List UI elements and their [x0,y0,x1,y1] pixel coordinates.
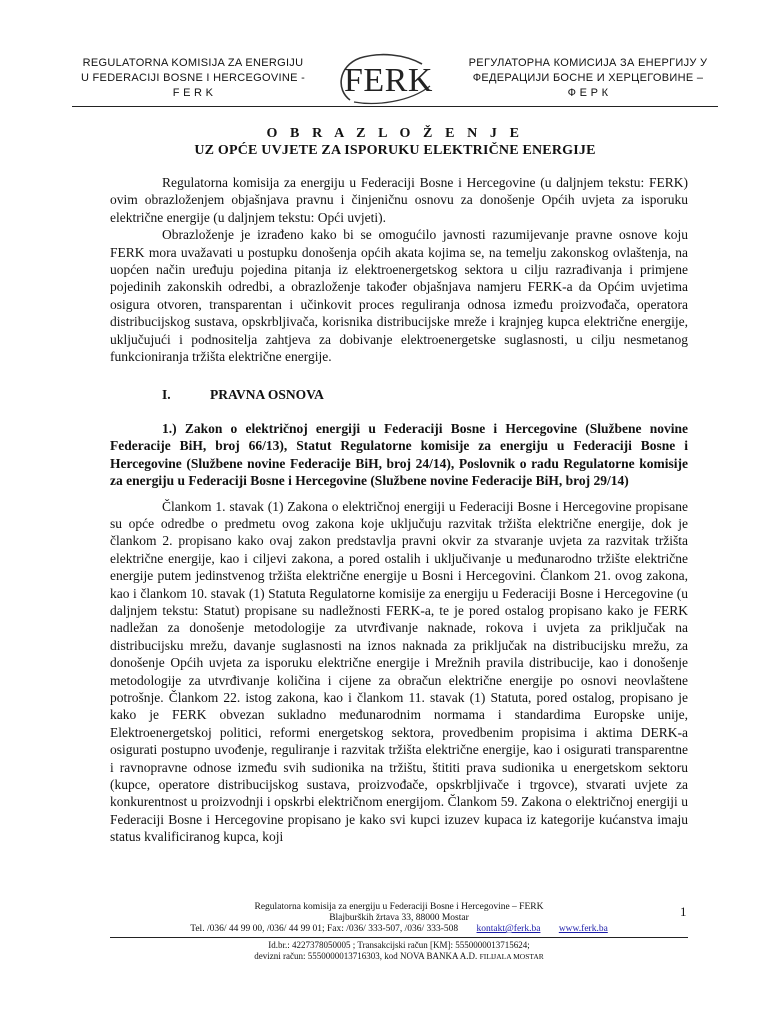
footer-email-link[interactable]: kontakt@ferk.ba [476,924,541,934]
legal-basis-list: 1.) Zakon o električnoj energiji u Federaciji Bosne i Hercegovine (Službene novine Federacije BiH, broj 66/13), Statut Regulatorne komisije za energiju u Federaciji Bosne i Hercegovine (Službene novine Federacije BiH, broj 24/14), Poslovnik o radu Regulatorne komisije za energiju u Federaciji Bosne i Hercegovine (Službene novine Federacije BiH, broj 29/14) [110,420,688,489]
footer-org: Regulatorna komisija za energiju u Federaciji Bosne i Hercegovine – FERK [254,902,544,912]
header-right-cyrillic [448,56,728,101]
document-subtitle: UZ OPĆE UVJETE ZA ISPORUKU ELEKTRIČNE ENERGIJE [194,143,596,158]
section-title: PRAVNA OSNOVA [210,387,324,403]
document-body [110,174,688,846]
footer-phone-fax: Tel. /036/ 44 99 00, /036/ 44 99 01; Fax: /036/ 333-507, /036/ 333-508 [190,924,459,934]
paragraph-articles: Člankom 1. stavak (1) Zakona o električnoj energiji u Federaciji Bosne i Hercegovine propisane su opće odredbe o predmetu ovog zakona koje uključuju razvitak tržišta električne energije, dok je člankom 2. propisano kako ovaj zakon predstavlja pravni okvir za stvaranje uvjeta za razvitak tržišta električne energije, kao i ciljevi zakona, a pored ostalih i uključivanje u međunarodno tržište električne energije putem jedinstvenog tržišta električne energije u Bosni i Hercegovini. Člankom 21. ovog zakona, kao i člankom 10. stavak (1) Statuta Regulatorne komisije za energiju u Federaciji Bosne i Hercegovine (u daljnjem tekstu: Statut) propisane su nadležnosti FERK-a, te je pored ostalog propisano kako je FERK nadležan za donošenje metodologije za utvrđivanje naknade, rokova i uvjeta za priključak na distribucijsku mrežu, davanje suglasnosti na iznos naknada za priključak na distribucijsku mrežu, za donošenje Općih uvjeta za isporuku električne energije i Mrežnih pravila distribucije, kao i donošenje metodologije za utvrđivanje količina i cijene za obračun električne energije po osnovi neovlaštene potrošnje. Člankom 22. istog zakona, kao i člankom 11. stavak (1) Statuta, pored ostalog, propisano je kako je FERK obvezan sukladno međunarodnim normama i standardima Europske unije, Elektroenergetskoj politici, reformi energetskog sektora, provedbenim propisima i aktima DERK-a osigurati postupno uvođenje, reguliranje i razvitak tržišta električne energije, kao i osigurati transparentne i ravnopravne odnose između svih sudionika na tržištu, štititi prava sudionika u energetskom sektoru (kupce, operatore distribucijskog sustava, proizvođače, opskrbljivače i trgovce), stvarati uvjete za konkurentnost u proizvodnji i opskrbi električnom energijom. Člankom 59. Zakona o električnoj energiji u Federaciji Bosne i Hercegovine propisano je kako svi kupci izuzev kupaca iz kategorije kućanstva imaju status kvalificiranog kupca, koji [110,498,688,845]
section-number: I. [162,387,171,403]
header-divider [72,106,718,107]
footer-address: Blajburških žrtava 33, 88000 Mostar [329,913,469,923]
paragraph-purpose: Obrazloženje je izrađeno kako bi se omogućilo javnosti razumijevanje pravne osnove koju FERK mora uvažavati u postupku donošenja općih akata kojima se, na temelju zakonskog ovlaštenja, na uopćen način uređuju pojedina pitanja iz elektroenergetskog sektora u cilju razrađivanja i primjene pojedinih zakonskih odredbi, a obrazloženje također objašnjava namjeru FERK-a da Općim uvjetima osigura otvoren, transparentan i učinkovit proces reguliranja odnosa između proizvođača, operatora distribucijskog sustava, opskrbljivača, korisnika distribucijske mreže i krajnjeg kupca električne energije, uključujući i podnositelja zahtjeva za dobivanje elektroenergetske suglasnosti, u cilju nesmetanog funkcioniranja tržišta električne energije. [110,227,688,365]
footer-bank-account [110,951,688,962]
document-title: O B R A Z L O Ž E N J E [266,126,524,141]
footer-divider [110,937,688,938]
header-left-line: U FEDERACIJI BOSNE I HERCEGOVINE - [80,72,306,84]
header-right-line: РЕГУЛАТОРНА КОМИСИЈА ЗА ЕНЕРГИЈУ У [468,57,708,69]
header-left-line: F E R K [172,87,214,99]
header-right-line: ФЕДЕРАЦИЈИ БОСНЕ И ХЕРЦЕГОВИНЕ – [472,72,704,84]
ferk-logo [330,50,442,106]
footer-bank-account-text: devizni račun: 5550000013716303, kod NOVA BANKA A.D. [254,951,478,961]
logo-text: FERK [344,62,433,99]
page-number: 1 [680,904,687,919]
header-left-line: REGULATORNA KOMISIJA ZA ENERGIJU [82,57,304,69]
footer-web-link[interactable]: www.ferk.ba [558,924,608,934]
header-left-latin [60,56,326,101]
paragraph-intro: Regulatorna komisija za energiju u Federaciji Bosne i Hercegovine (u daljnjem tekstu: FERK) ovim obrazloženjem objašnjava pravnu i činjeničnu osnovu za donošenje Općih uvjeta za isporuku električne energije (u daljnjem tekstu: Opći uvjeti). [110,175,688,225]
section-heading [110,386,688,403]
footer-contact [110,924,688,935]
header-right-line: Ф Е Р К [567,87,609,99]
footer-bank-ids: Id.br.: 4227378050005 ; Transakcijski račun [KM]: 5550000013715624; [268,940,530,950]
footer-branch: FILIJALA MOSTAR [479,952,544,961]
